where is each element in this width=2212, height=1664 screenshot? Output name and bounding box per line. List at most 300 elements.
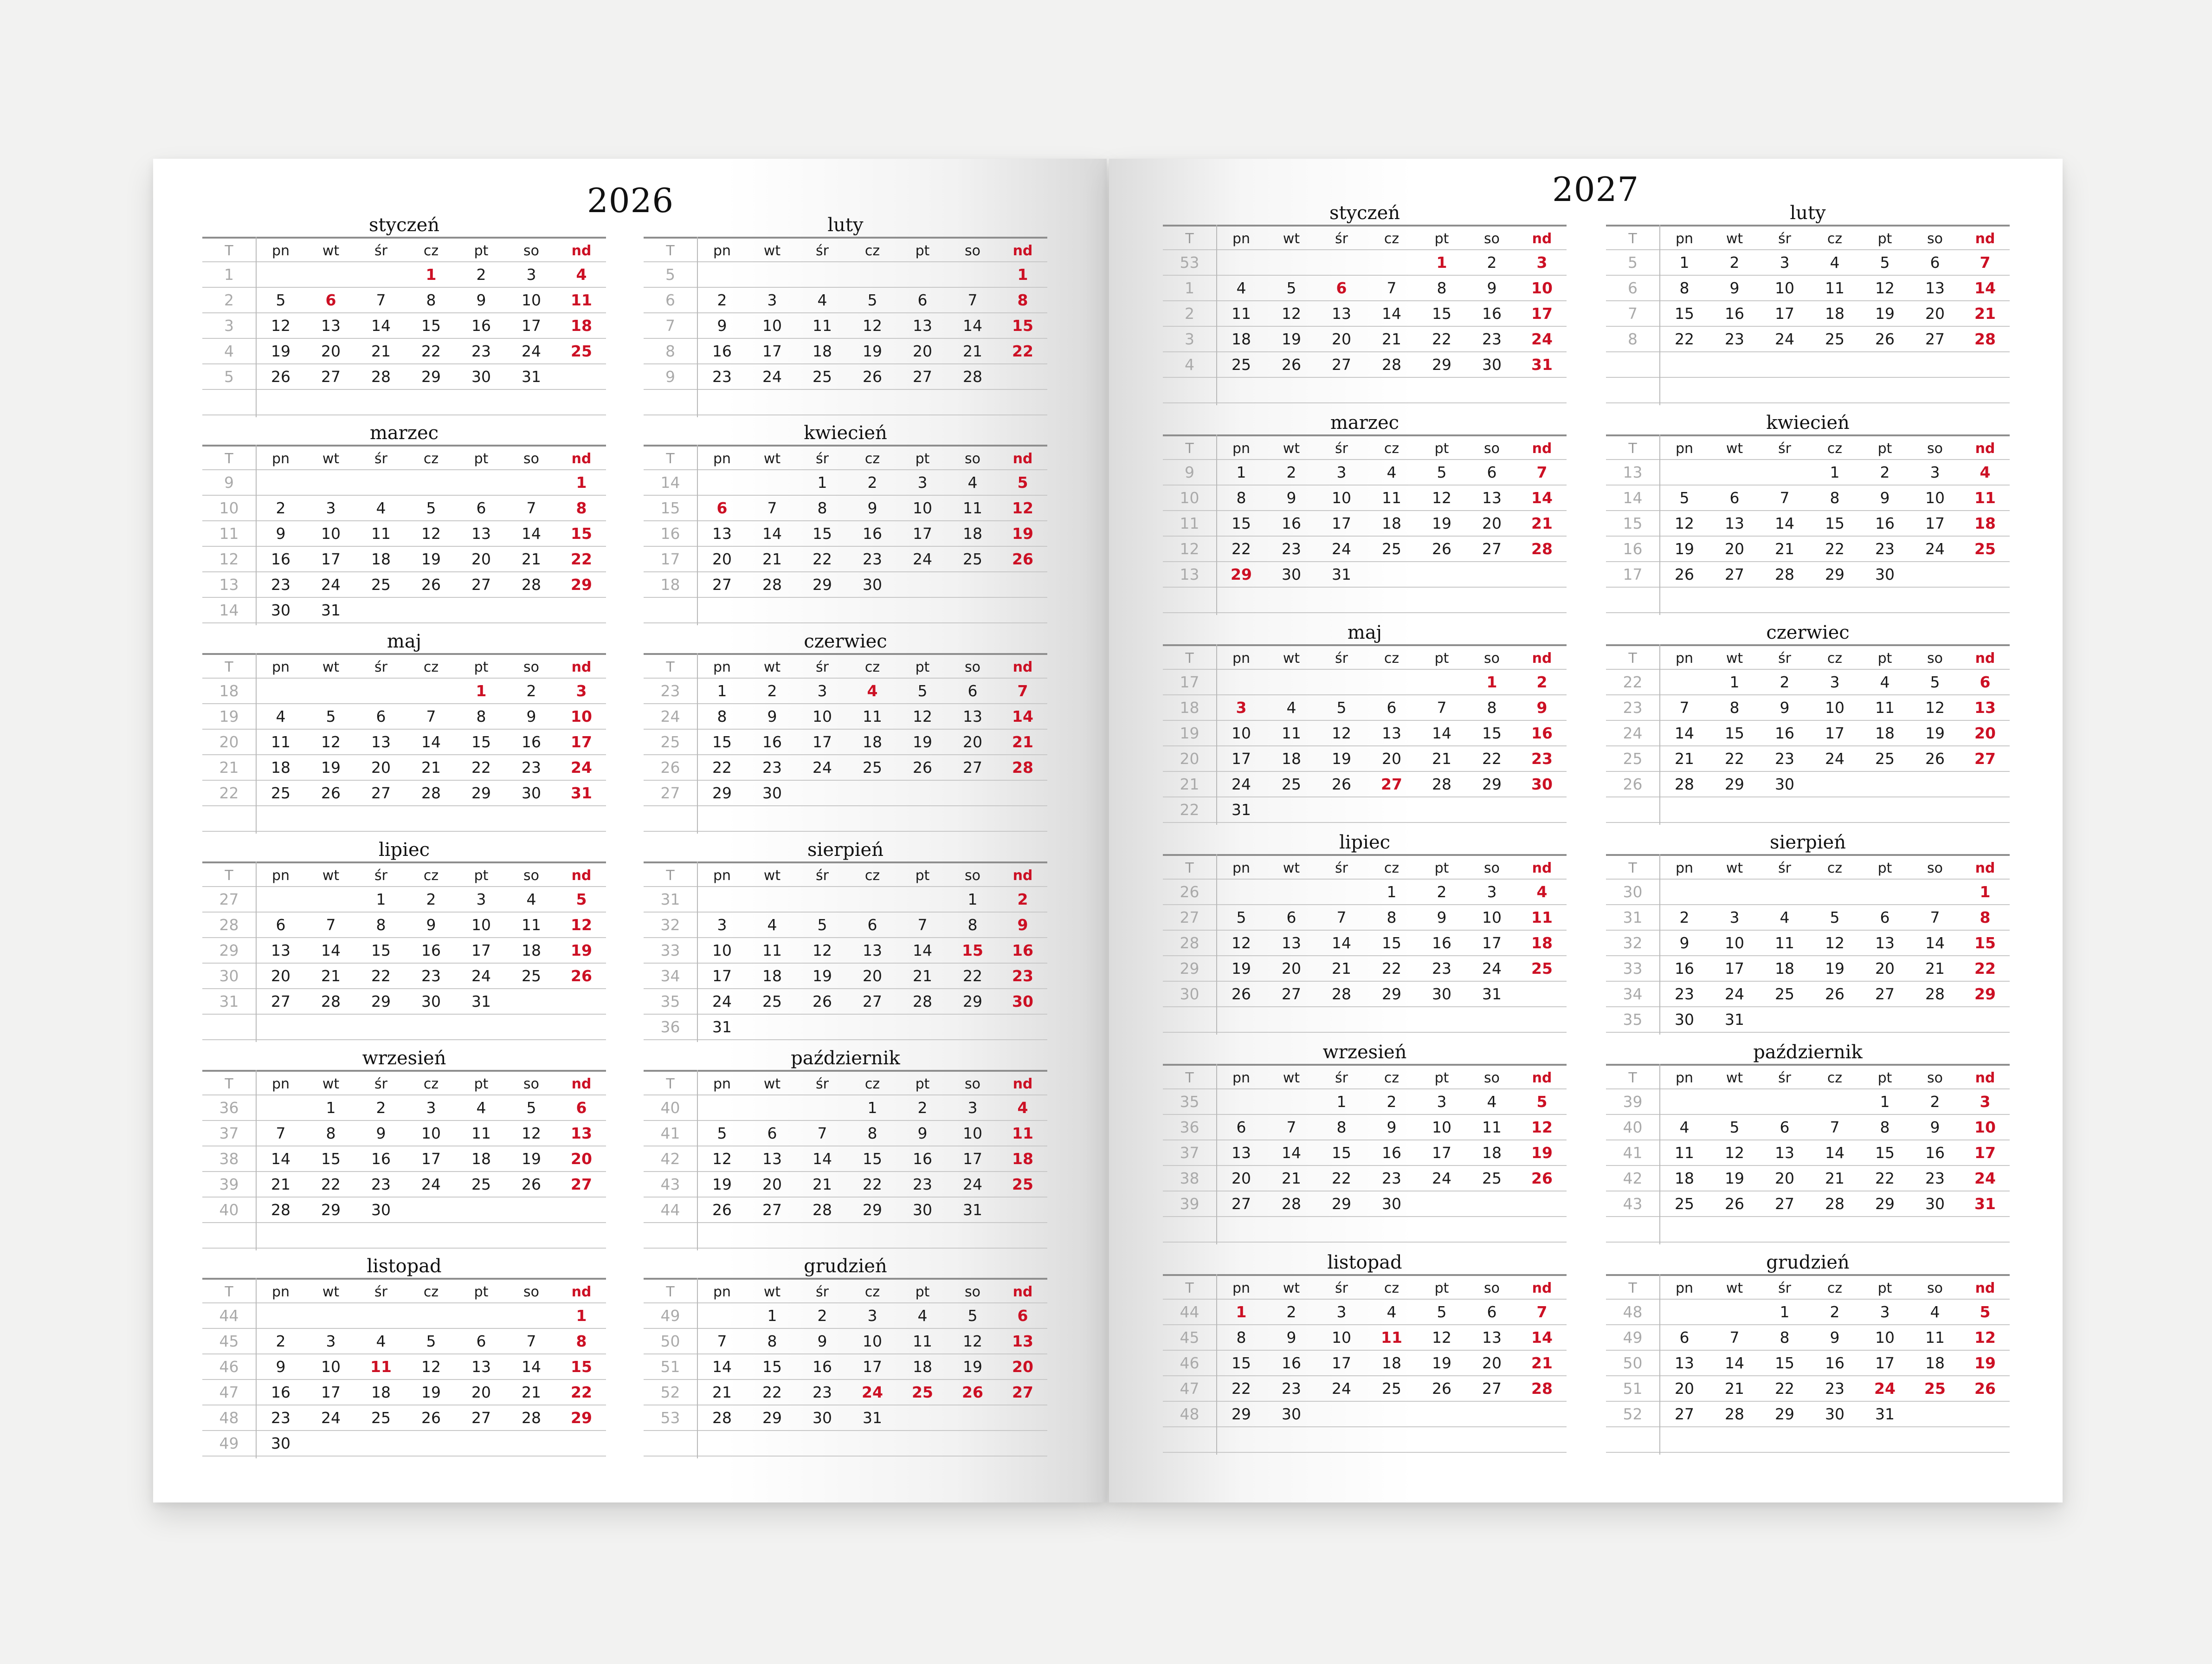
day-cell: 27 [321, 368, 341, 386]
day-cell: 27 [712, 576, 732, 594]
day-cell: 24 [1332, 540, 1351, 558]
day-cell: 4 [867, 682, 878, 700]
day-cell: 6 [1980, 673, 1991, 691]
day-cell: 18 [1382, 514, 1401, 532]
day-cell: 2 [817, 1307, 827, 1325]
weekday-label: śr [374, 1076, 387, 1092]
month-block [202, 1255, 606, 1450]
week-row [1163, 562, 1567, 588]
day-cell: 14 [963, 317, 982, 335]
day-cell: 9 [767, 707, 777, 725]
day-cell: 27 [1482, 1379, 1502, 1398]
weekday-label: wt [763, 868, 781, 884]
day-cell: 6 [1286, 908, 1296, 926]
day-cell: 8 [1236, 1328, 1246, 1347]
day-cell: 1 [1236, 463, 1246, 481]
day-cell: 3 [1336, 463, 1347, 481]
day-cell: 17 [863, 1358, 882, 1376]
week-number: 22 [1180, 801, 1200, 819]
weekday-header-row [1606, 854, 2010, 880]
day-cell: 10 [1974, 1118, 1996, 1136]
day-cell: 2 [1387, 1093, 1397, 1111]
day-cell: 13 [1974, 699, 1996, 717]
day-cell: 11 [1925, 1328, 1945, 1347]
weekday-label: so [965, 868, 980, 884]
week-number: 6 [665, 291, 675, 309]
day-cell: 20 [1482, 1354, 1502, 1372]
day-cell: 17 [712, 967, 732, 985]
week-row [202, 1095, 606, 1121]
day-cell: 17 [1725, 959, 1744, 978]
week-number: 17 [1623, 565, 1643, 583]
month-block [202, 421, 606, 619]
day-cell: 11 [1675, 1144, 1694, 1162]
month-name: sierpień [807, 839, 884, 861]
day-cell: 7 [526, 1332, 536, 1350]
week-row [202, 364, 606, 390]
week-row [1606, 1140, 2010, 1166]
week-row [1163, 1166, 1567, 1191]
day-cell: 31 [712, 1018, 732, 1036]
day-cell: 18 [963, 524, 982, 543]
weekday-label: cz [864, 1284, 880, 1300]
day-cell: 15 [1332, 1144, 1351, 1162]
day-cell: 28 [762, 576, 782, 594]
day-cell: 7 [817, 1124, 827, 1142]
day-cell: 18 [913, 1358, 932, 1376]
day-cell: 13 [1725, 514, 1744, 532]
week-row [1163, 378, 1567, 403]
week-row [202, 806, 606, 832]
day-cell: 4 [1930, 1303, 1940, 1321]
weekday-header-row [1606, 1274, 2010, 1300]
day-cell: 26 [1925, 750, 1945, 768]
weekday-label: so [1484, 231, 1500, 247]
day-cell: 7 [767, 499, 777, 517]
week-row [1606, 721, 2010, 746]
day-cell: 27 [371, 784, 391, 802]
year-title: 2027 [1552, 170, 1639, 209]
week-row [1163, 695, 1567, 721]
day-cell: 5 [1880, 253, 1890, 272]
weekday-label: pt [915, 243, 930, 259]
week-row [1606, 1191, 2010, 1217]
weekday-label: cz [423, 1284, 439, 1300]
day-cell: 17 [1232, 750, 1251, 768]
day-cell: 24 [321, 576, 341, 594]
weekday-label: śr [374, 1284, 387, 1300]
day-cell: 16 [712, 342, 732, 360]
day-cell: 4 [276, 707, 286, 725]
week-header: T [1628, 860, 1637, 876]
week-row [1163, 670, 1567, 695]
day-cell: 10 [1775, 279, 1794, 297]
weekday-label: pt [1434, 1070, 1449, 1086]
day-cell: 26 [863, 368, 882, 386]
day-cell: 11 [1382, 489, 1401, 507]
weekday-label: nd [1975, 440, 1995, 457]
day-cell: 31 [1332, 565, 1351, 583]
day-cell: 15 [1725, 724, 1744, 742]
month-table [202, 237, 606, 415]
day-cell: 19 [1725, 1169, 1744, 1187]
weekday-label: so [965, 1076, 980, 1092]
weekday-label: nd [1532, 650, 1552, 667]
day-cell: 16 [371, 1150, 391, 1168]
month-name: grudzień [804, 1256, 887, 1277]
day-cell: 15 [1675, 304, 1694, 323]
weekday-label: pt [1434, 650, 1449, 667]
day-cell: 7 [1017, 682, 1028, 700]
day-cell: 25 [1825, 330, 1844, 348]
week-number: 27 [1180, 908, 1200, 926]
day-cell: 15 [1432, 304, 1451, 323]
weekday-label: śr [1778, 1280, 1791, 1296]
day-cell: 25 [271, 784, 290, 802]
weekday-label: pt [474, 868, 489, 884]
week-number: 40 [660, 1099, 680, 1117]
day-cell: 26 [522, 1175, 541, 1193]
week-row [644, 1329, 1047, 1354]
year-title: 2026 [587, 181, 674, 220]
day-cell: 9 [476, 291, 486, 309]
day-cell: 2 [376, 1099, 386, 1117]
week-number: 39 [1623, 1093, 1643, 1111]
day-cell: 4 [1679, 1118, 1690, 1136]
week-row [644, 964, 1047, 989]
weekday-label: śr [1335, 650, 1348, 667]
day-cell: 12 [1875, 279, 1895, 297]
week-row [1163, 880, 1567, 905]
week-header: T [225, 659, 233, 675]
week-number: 4 [1185, 356, 1194, 374]
day-cell: 5 [967, 1307, 978, 1325]
week-row [202, 313, 606, 339]
weekday-label: nd [1012, 868, 1033, 884]
day-cell: 10 [1825, 699, 1844, 717]
day-cell: 11 [371, 524, 391, 543]
day-cell: 31 [1531, 356, 1553, 374]
week-row [1163, 537, 1567, 562]
day-cell: 10 [863, 1332, 882, 1350]
weekday-label: wt [763, 451, 781, 467]
week-row [202, 598, 606, 623]
day-cell: 12 [913, 707, 932, 725]
month-table [644, 1070, 1047, 1249]
day-cell: 2 [526, 682, 536, 700]
weekday-label: pn [271, 1284, 290, 1300]
day-cell: 21 [1531, 514, 1553, 532]
day-cell: 11 [1825, 279, 1844, 297]
day-cell: 23 [522, 758, 541, 777]
month-table [1163, 644, 1567, 823]
week-row [644, 288, 1047, 313]
weekday-label: wt [1283, 650, 1300, 667]
month-name: luty [1790, 202, 1826, 224]
day-cell: 21 [1974, 304, 1996, 323]
day-cell: 29 [963, 992, 982, 1010]
weekday-label: wt [322, 1076, 340, 1092]
weekday-label: wt [322, 659, 340, 675]
month-name: luty [827, 214, 864, 236]
day-cell: 15 [1382, 934, 1401, 952]
day-cell: 15 [571, 524, 592, 543]
week-row [1606, 588, 2010, 613]
week-number: 21 [1180, 775, 1200, 793]
day-cell: 1 [1980, 883, 1991, 901]
day-cell: 2 [276, 1332, 286, 1350]
day-cell: 26 [1432, 540, 1451, 558]
week-row [1606, 460, 2010, 486]
day-cell: 1 [476, 682, 487, 700]
week-number: 31 [660, 890, 680, 908]
weekday-label: śr [374, 868, 387, 884]
week-row [1163, 511, 1567, 537]
week-number: 9 [665, 368, 675, 386]
week-number: 18 [219, 682, 239, 700]
week-number: 15 [1623, 514, 1643, 532]
day-cell: 28 [1531, 1379, 1553, 1398]
day-cell: 1 [376, 890, 386, 908]
day-cell: 2 [1729, 253, 1740, 272]
weekday-label: wt [763, 1284, 781, 1300]
day-cell: 23 [421, 967, 441, 985]
day-cell: 7 [276, 1124, 286, 1142]
week-number: 14 [219, 601, 239, 619]
weekday-label: cz [423, 243, 439, 259]
day-cell: 11 [1482, 1118, 1502, 1136]
week-row [202, 1405, 606, 1431]
day-cell: 28 [1725, 1405, 1744, 1423]
day-cell: 24 [963, 1175, 982, 1193]
day-cell: 9 [1487, 279, 1497, 297]
day-cell: 26 [421, 1409, 441, 1427]
day-cell: 4 [476, 1099, 486, 1117]
day-cell: 21 [1725, 1379, 1744, 1398]
week-row [202, 547, 606, 572]
day-cell: 29 [813, 576, 832, 594]
day-cell: 23 [863, 550, 882, 568]
weekday-label: śr [1778, 650, 1791, 667]
week-column-divider [1216, 1064, 1217, 1244]
day-cell: 15 [863, 1150, 882, 1168]
week-row [202, 730, 606, 755]
weekday-label: śr [816, 1284, 829, 1300]
week-number: 23 [660, 682, 680, 700]
month-table [644, 237, 1047, 415]
weekday-header-row [1606, 434, 2010, 460]
day-cell: 28 [1925, 985, 1945, 1003]
day-cell: 18 [1925, 1354, 1945, 1372]
day-cell: 12 [963, 1332, 982, 1350]
week-number: 13 [1623, 463, 1643, 481]
day-cell: 19 [712, 1175, 732, 1193]
week-row [1163, 1140, 1567, 1166]
week-column-divider [697, 1278, 698, 1458]
day-cell: 24 [1482, 959, 1502, 978]
month-block [1163, 1251, 1567, 1446]
week-row [1606, 1089, 2010, 1115]
week-number: 15 [660, 499, 680, 517]
day-cell: 30 [1432, 985, 1451, 1003]
day-cell: 9 [1286, 1328, 1296, 1347]
day-cell: 17 [762, 342, 782, 360]
week-header: T [1628, 650, 1637, 667]
day-cell: 5 [1536, 1093, 1548, 1111]
day-cell: 24 [1974, 1169, 1996, 1187]
week-header: T [225, 1076, 233, 1092]
weekday-label: cz [423, 659, 439, 675]
week-row [1606, 276, 2010, 301]
weekday-label: śr [816, 451, 829, 467]
weekday-header-row [644, 1278, 1047, 1303]
day-cell: 9 [426, 916, 436, 934]
month-table [202, 1278, 606, 1457]
day-cell: 31 [1482, 985, 1502, 1003]
day-cell: 8 [1729, 699, 1740, 717]
weekday-label: pt [474, 1076, 489, 1092]
weekday-label: cz [1827, 860, 1843, 876]
week-number: 34 [1623, 985, 1643, 1003]
week-header: T [1628, 1070, 1637, 1086]
day-cell: 8 [1437, 279, 1447, 297]
month-table [1606, 854, 2010, 1033]
month-name: sierpień [1770, 832, 1846, 853]
weekday-label: pn [713, 1284, 731, 1300]
day-cell: 19 [1012, 524, 1033, 543]
day-cell: 22 [421, 342, 441, 360]
week-number: 36 [660, 1018, 680, 1036]
day-cell: 26 [1282, 356, 1301, 374]
day-cell: 16 [1531, 724, 1553, 742]
day-cell: 20 [1925, 304, 1945, 323]
day-cell: 27 [471, 576, 491, 594]
month-table [644, 1278, 1047, 1457]
day-cell: 13 [471, 524, 491, 543]
day-cell: 29 [571, 576, 592, 594]
day-cell: 2 [1286, 463, 1296, 481]
day-cell: 19 [1282, 330, 1301, 348]
day-cell: 5 [1437, 463, 1447, 481]
month-name: maj [1347, 622, 1382, 643]
day-cell: 26 [1531, 1169, 1553, 1187]
day-cell: 22 [321, 1175, 341, 1193]
month-table [1606, 1274, 2010, 1453]
day-cell: 29 [1332, 1195, 1351, 1213]
day-cell: 12 [1725, 1144, 1744, 1162]
day-cell: 5 [717, 1124, 727, 1142]
day-cell: 25 [371, 1409, 391, 1427]
day-cell: 4 [1980, 463, 1991, 481]
day-cell: 5 [817, 916, 827, 934]
day-cell: 29 [571, 1409, 592, 1427]
week-row [202, 1431, 606, 1457]
weekday-label: wt [1283, 440, 1300, 457]
week-row [202, 679, 606, 704]
week-row [1163, 276, 1567, 301]
day-cell: 23 [1875, 540, 1895, 558]
week-number: 48 [1180, 1405, 1200, 1423]
weekday-label: pn [1675, 860, 1694, 876]
day-cell: 11 [522, 916, 541, 934]
week-number: 16 [660, 524, 680, 543]
day-cell: 14 [421, 733, 441, 751]
week-row [644, 339, 1047, 364]
day-cell: 9 [1679, 934, 1690, 952]
day-cell: 17 [813, 733, 832, 751]
day-cell: 11 [863, 707, 882, 725]
day-cell: 17 [421, 1150, 441, 1168]
day-cell: 28 [1531, 540, 1553, 558]
week-row [644, 1354, 1047, 1380]
weekday-header-row [644, 445, 1047, 470]
week-number: 33 [1623, 959, 1643, 978]
week-row [644, 572, 1047, 598]
weekday-header-row [202, 237, 606, 262]
day-cell: 21 [1382, 330, 1401, 348]
day-cell: 8 [1017, 291, 1028, 309]
day-cell: 11 [913, 1332, 932, 1350]
week-row [202, 1223, 606, 1249]
month-table [1606, 434, 2010, 613]
week-row [202, 521, 606, 547]
day-cell: 22 [1382, 959, 1401, 978]
day-cell: 12 [813, 941, 832, 959]
week-column-divider [697, 1070, 698, 1250]
week-row [1606, 250, 2010, 276]
weekday-label: śr [816, 659, 829, 675]
day-cell: 26 [1725, 1195, 1744, 1213]
day-cell: 4 [1236, 279, 1246, 297]
weekday-header-row [1606, 1064, 2010, 1089]
week-row [1606, 797, 2010, 823]
weekday-label: nd [1532, 1280, 1552, 1296]
week-row [1163, 1325, 1567, 1351]
weekday-label: pn [713, 451, 731, 467]
day-cell: 28 [712, 1409, 732, 1427]
day-cell: 12 [1675, 514, 1694, 532]
week-number: 42 [660, 1150, 680, 1168]
day-cell: 17 [1875, 1354, 1895, 1372]
weekday-label: śr [1335, 860, 1348, 876]
month-name: czerwiec [1766, 622, 1850, 643]
day-cell: 25 [963, 550, 982, 568]
day-cell: 24 [712, 992, 732, 1010]
day-cell: 5 [1236, 908, 1246, 926]
day-cell: 15 [421, 317, 441, 335]
weekday-label: pt [1434, 860, 1449, 876]
day-cell: 6 [376, 707, 386, 725]
week-row [202, 1303, 606, 1329]
week-row [1163, 772, 1567, 797]
day-cell: 30 [421, 992, 441, 1010]
month-block [1606, 1251, 2010, 1446]
week-row [202, 390, 606, 415]
weekday-label: wt [322, 868, 340, 884]
weekday-label: so [523, 659, 539, 675]
day-cell: 2 [476, 265, 486, 284]
day-cell: 31 [863, 1409, 882, 1427]
weekday-label: so [1927, 1070, 1943, 1086]
day-cell: 31 [1875, 1405, 1895, 1423]
month-block [644, 630, 1047, 825]
day-cell: 13 [1012, 1332, 1033, 1350]
week-number: 17 [660, 550, 680, 568]
day-cell: 18 [1012, 1150, 1033, 1168]
month-table [1163, 1064, 1567, 1243]
week-number: 3 [224, 317, 234, 335]
week-row [1606, 1007, 2010, 1033]
